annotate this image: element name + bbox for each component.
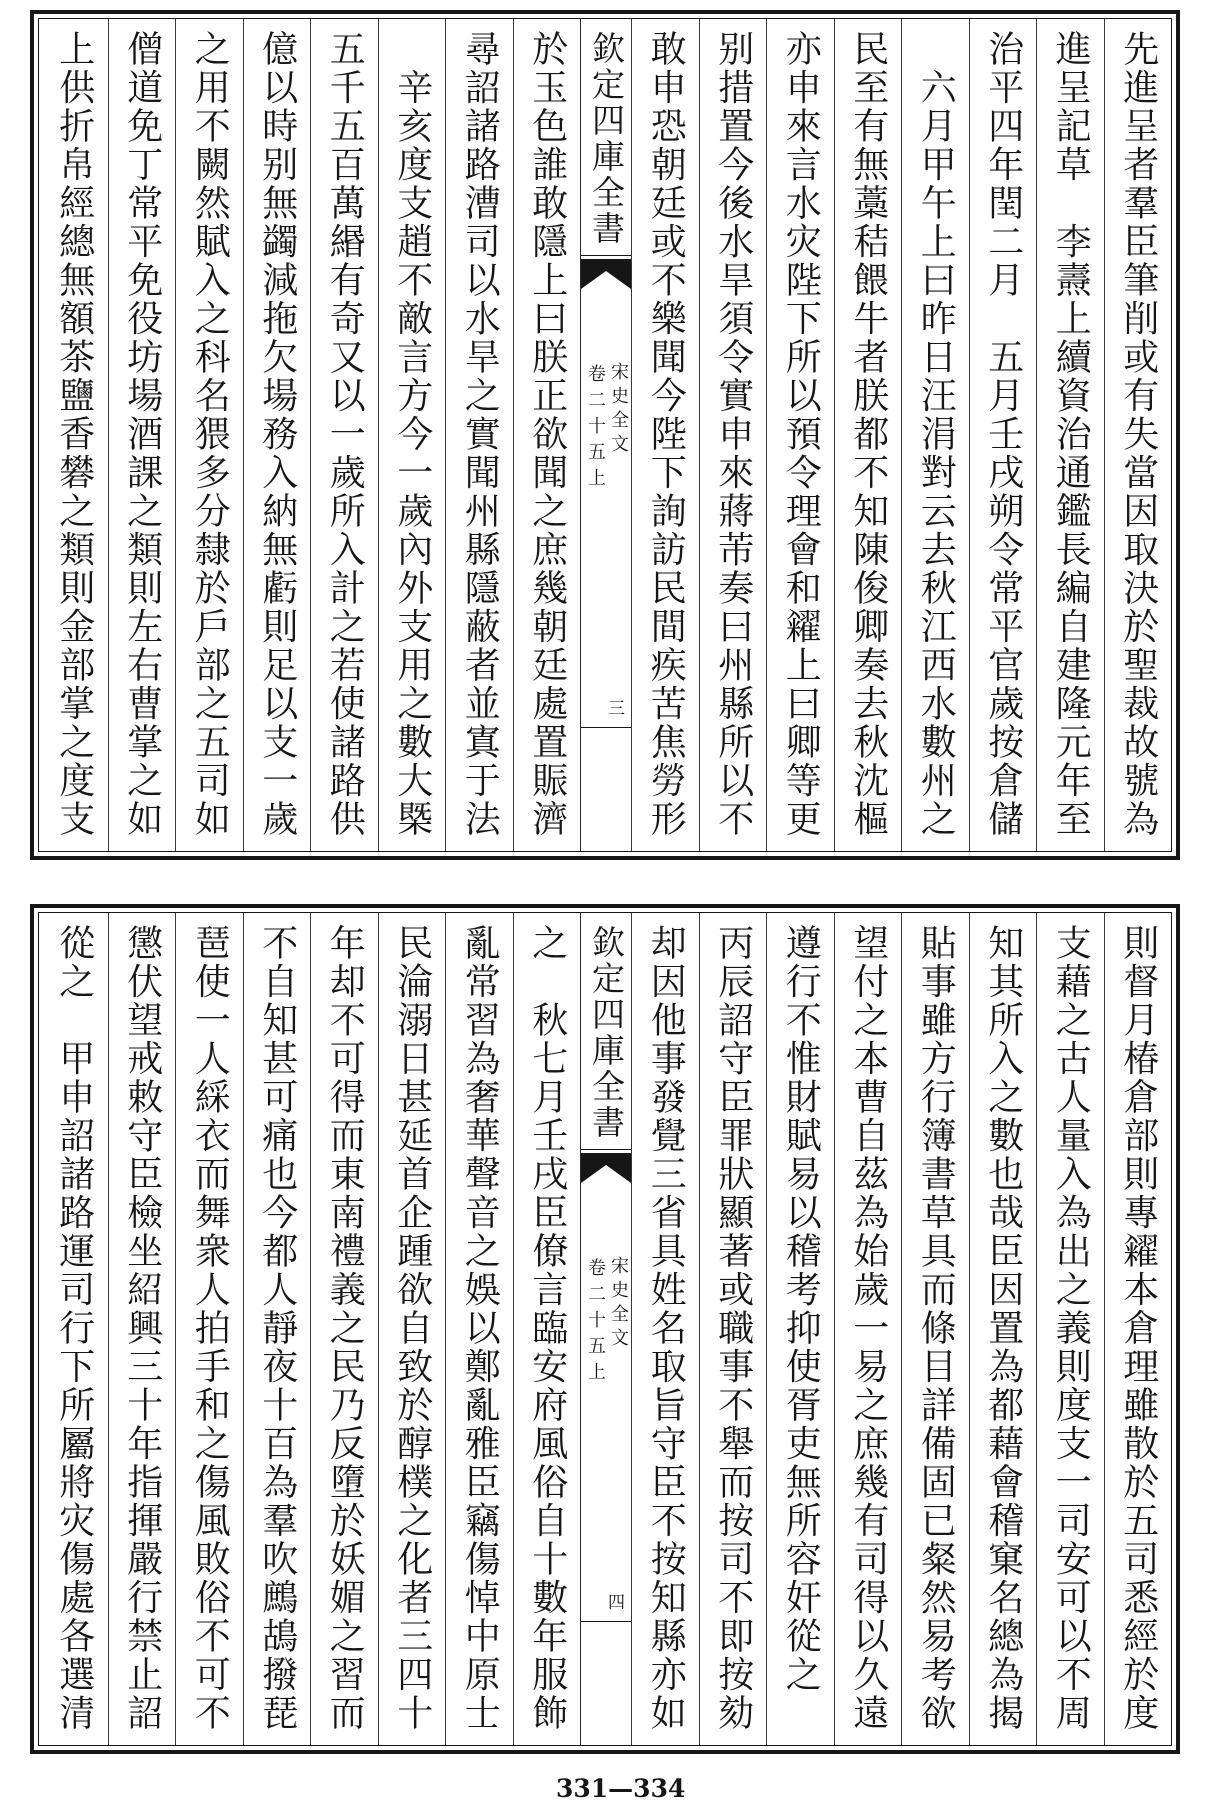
volume-label: 卷二十五上	[585, 1258, 606, 1388]
column-text: 辛亥度支趙不敵言方今一歲內外支用之數大槩	[391, 30, 433, 839]
text-column	[243, 19, 311, 851]
text-column	[243, 913, 311, 1745]
column-text: 丙辰詔守臣罪狀顯著或職事不舉而按司不即按劾	[712, 924, 754, 1733]
text-column	[378, 913, 446, 1745]
book-title: 宋史全文	[608, 362, 629, 458]
column-text: 琶使一人綵衣而舞衆人拍手和之傷風敗俗不可不	[189, 924, 231, 1733]
text-column	[766, 913, 834, 1745]
fold-divider	[581, 255, 631, 256]
collection-title: 欽定四庫全書	[587, 31, 626, 247]
page-number: 三	[608, 699, 625, 719]
text-column	[310, 913, 378, 1745]
column-text: 六月甲午上曰昨日汪涓對云去秋江西水數州之	[915, 30, 957, 839]
column-text: 五千五百萬緡有奇又以一歲所入計之若使諸路供	[324, 30, 366, 839]
text-column	[378, 19, 446, 851]
column-text: 治平四年閏二月 五月壬戌朔令常平官歲按倉儲	[982, 30, 1024, 839]
column-text: 從之 甲申詔諸路運司行下所屬將灾傷處各選清	[53, 924, 95, 1733]
text-column	[445, 913, 513, 1745]
column-text: 不自知甚可痛也今都人靜夜十百為羣吹鷓鴣撥琵	[256, 924, 298, 1733]
fold-divider	[581, 727, 631, 728]
text-column	[631, 913, 699, 1745]
text-column	[513, 913, 581, 1745]
text-column	[969, 913, 1037, 1745]
fold-divider	[581, 1149, 631, 1150]
column-text: 支藉之古人量入為出之義則度支一司安可以不周	[1050, 924, 1092, 1733]
column-text: 進呈記草 李燾上續資治通鑑長編自建隆元年至	[1050, 30, 1092, 839]
text-column	[310, 19, 378, 851]
fishtail-mark	[581, 1153, 631, 1185]
page-range-footer: 331—334	[556, 1774, 686, 1803]
text-column	[445, 19, 513, 851]
page-panel-lower	[30, 904, 1180, 1754]
text-column	[766, 19, 834, 851]
column-text: 尋詔諸路漕司以水旱之實聞州縣隱蔽者並寘于法	[459, 30, 501, 839]
text-column	[175, 913, 243, 1745]
text-column	[513, 19, 581, 851]
text-column	[834, 19, 902, 851]
page-number: 四	[608, 1593, 625, 1613]
page-frame-inner	[38, 18, 1172, 852]
page-frame-inner	[38, 912, 1172, 1746]
column-text: 懲伏望戒敕守臣檢坐紹興三十年指揮嚴行禁止詔	[121, 924, 163, 1733]
column-text: 敢申恐朝廷或不樂聞今陛下詢訪民間疾苦焦勞形	[645, 30, 687, 839]
column-text: 僧道免丁常平免役坊場酒課之類則左右曹掌之如	[121, 30, 163, 839]
volume-label: 卷二十五上	[585, 364, 606, 494]
column-text: 之用不闕然賦入之科名猥多分隸於戶部之五司如	[189, 30, 231, 839]
column-text: 之 秋七月壬戌臣僚言臨安府風俗自十數年服飾	[526, 924, 568, 1733]
text-column	[901, 19, 969, 851]
column-text: 民至有無藁秸餵牛者朕都不知陳俊卿奏去秋沈樞	[847, 30, 889, 839]
text-column	[834, 913, 902, 1745]
text-column	[108, 19, 176, 851]
column-text: 則督月椿倉部則專糴本倉理雖散於五司悉經於度	[1117, 924, 1159, 1733]
text-column	[699, 913, 767, 1745]
column-text: 億以時别無蠲減拖欠場務入納無虧則足以支一歲	[256, 30, 298, 839]
column-text: 知其所入之數也哉臣因置為都藉會稽窠名總為揭	[982, 924, 1024, 1733]
column-text: 望付之本曹自茲為始歲一易之庶幾有司得以久遠	[847, 924, 889, 1733]
text-column	[40, 19, 108, 851]
column-text: 上供折帛經總無額茶鹽香礬之類則金部掌之度支	[53, 30, 95, 839]
text-column	[969, 19, 1037, 851]
column-text: 先進呈者羣臣筆削或有失當因取決於聖裁故號為	[1117, 30, 1159, 839]
text-column	[40, 913, 108, 1745]
column-text: 於玉色誰敢隱上曰朕正欲聞之庶幾朝廷處置賑濟	[526, 30, 568, 839]
column-text: 民淪溺日甚延首企踵欲自致於醇樸之化者三四十	[391, 924, 433, 1733]
collection-title: 欽定四庫全書	[587, 925, 626, 1141]
text-column	[1036, 19, 1104, 851]
text-column	[631, 19, 699, 851]
text-column	[1036, 913, 1104, 1745]
center-fold-column	[580, 913, 631, 1745]
text-column	[108, 913, 176, 1745]
fishtail-mark	[581, 259, 631, 291]
book-title: 宋史全文	[608, 1256, 629, 1352]
column-text: 却因他事發覺三省具姓名取旨守臣不按知縣亦如	[645, 924, 687, 1733]
column-text: 别措置今後水旱須令實申來蔣芾奏曰州縣所以不	[712, 30, 754, 839]
fold-divider	[581, 1621, 631, 1622]
text-column	[1104, 19, 1172, 851]
column-text: 貼事雖方行簿書草具而條目詳備固已粲然易考欲	[915, 924, 957, 1733]
page-panel-upper	[30, 10, 1180, 860]
text-column	[175, 19, 243, 851]
column-text: 年却不可得而東南禮義之民乃反墮於妖媚之習而	[324, 924, 366, 1733]
column-text: 亦申來言水灾陛下所以預令理會和糴上曰卿等更	[780, 30, 822, 839]
center-fold-column	[580, 19, 631, 851]
column-text: 亂常習為奢華聲音之娛以鄭亂雅臣竊傷悼中原士	[459, 924, 501, 1733]
text-column	[699, 19, 767, 851]
text-column	[901, 913, 969, 1745]
column-text: 遵行不惟財賦易以稽考抑使胥吏無所容奸從之	[780, 924, 822, 1694]
text-column	[1104, 913, 1172, 1745]
